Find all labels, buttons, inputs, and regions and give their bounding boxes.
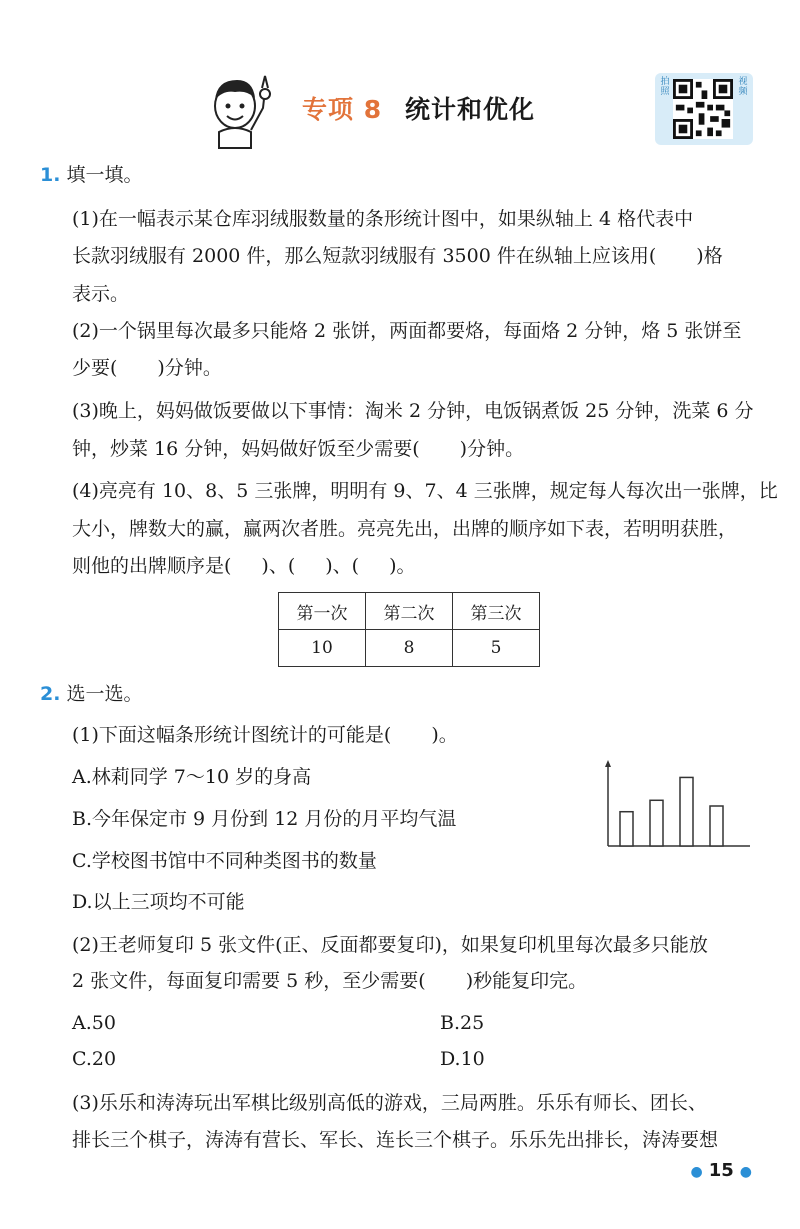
option-b[interactable]: B.今年保定市 9 月份到 12 月份的月平均气温	[72, 808, 457, 830]
table-cell: 5	[453, 630, 540, 667]
mascot-boy-icon	[205, 68, 277, 150]
table-cell: 10	[279, 630, 366, 667]
q1-p1-text-end: )格	[696, 245, 723, 267]
q1-title: 填一填。	[66, 164, 143, 186]
q1-p4-line1: (4)亮亮有 10、8、5 三张牌，明明有 9、7、4 三张牌，规定每人每次出一张牌，比	[72, 480, 778, 502]
q1-p2-text-end: )分钟。	[157, 357, 222, 379]
q1-p4-text-end: )。	[389, 555, 416, 577]
bar-chart	[600, 760, 752, 852]
option-b[interactable]: B.25	[440, 1012, 485, 1034]
q2-p2-text-end: )秒能复印完。	[465, 970, 588, 992]
dot-icon: ●	[690, 1164, 703, 1180]
qr-side-label-left: 拍照	[660, 77, 670, 97]
q1-p4-text: 则他的出牌顺序是(	[72, 555, 232, 577]
topic-label: 专项 8	[302, 95, 383, 124]
q2-p1	[72, 722, 458, 748]
table-row	[279, 593, 540, 630]
q2-p1-text: (1)下面这幅条形统计图统计的可能是(	[72, 724, 392, 746]
option-a[interactable]: A.林莉同学 7～10 岁的身高	[72, 766, 312, 788]
q2-p3-line1: (3)乐乐和涛涛玩出军棋比级别高低的游戏，三局两胜。乐乐有师长、团长、	[72, 1092, 707, 1114]
chart-bar	[710, 806, 723, 846]
page-title: 统计和优化	[405, 95, 536, 124]
chart-y-axis-arrow	[605, 760, 611, 767]
q1-p3-line1: (3)晚上，妈妈做饭要做以下事情：淘米 2 分钟，电饭锅煮饭 25 分钟，洗菜 6 分	[72, 400, 754, 422]
page-number	[685, 1160, 759, 1181]
q1-p1-line3: 表示。	[72, 283, 130, 305]
qr-code-icon	[673, 79, 733, 139]
q2-p2-line1: (2)王老师复印 5 张文件(正、反面都要复印)，如果复印机里每次最多只能放	[72, 934, 708, 956]
q2-p2-line2	[72, 968, 587, 994]
q1-heading	[40, 162, 142, 188]
page-number-value: 15	[708, 1160, 734, 1181]
table-cell: 8	[366, 630, 453, 667]
table-row	[279, 630, 540, 667]
page-header	[0, 60, 800, 160]
q1-p4-sep: )、(	[261, 555, 296, 577]
q1-p3-text-end: )分钟。	[459, 438, 525, 460]
option-c[interactable]: C.20	[72, 1048, 117, 1070]
option-c[interactable]: C.学校图书馆中不同种类图书的数量	[72, 850, 377, 872]
q2-title: 选一选。	[66, 683, 143, 705]
q1-p2-line1: (2)一个锅里每次最多只能烙 2 张饼，两面都要烙，每面烙 2 分钟，烙 5 张饼至	[72, 320, 742, 342]
q1-p2-text: 少要(	[72, 357, 118, 379]
q2-p3-line2: 排长三个棋子，涛涛有营长、军长、连长三个棋子。乐乐先出排长，涛涛要想	[72, 1129, 719, 1151]
q2-p1-text-end: )。	[431, 724, 458, 746]
q1-p1-text: 长款羽绒服有 2000 件，那么短款羽绒服有 3500 件在纵轴上应该用(	[72, 245, 657, 267]
chart-bar	[680, 777, 693, 846]
chart-bar	[620, 812, 633, 846]
q1-number: 1.	[40, 164, 61, 186]
table-header-cell: 第三次	[453, 593, 540, 630]
q2-heading	[40, 681, 142, 707]
table-header-cell: 第一次	[279, 593, 366, 630]
q1-p3-line2	[72, 436, 524, 462]
q2-p2-text: 2 张文件，每面复印需要 5 秒，至少需要(	[72, 970, 426, 992]
q1-p4-line3	[72, 553, 416, 579]
q1-p1-line1: (1)在一幅表示某仓库羽绒服数量的条形统计图中，如果纵轴上 4 格代表中	[72, 208, 694, 230]
chart-bar	[650, 800, 663, 846]
dot-icon: ●	[739, 1164, 752, 1180]
q1-p3-text: 钟，炒菜 16 分钟，妈妈做好饭至少需要(	[72, 438, 420, 460]
q1-p4-sep: )、(	[325, 555, 360, 577]
option-a[interactable]: A.50	[72, 1012, 116, 1034]
q2-number: 2.	[40, 683, 61, 705]
table-header-cell: 第二次	[366, 593, 453, 630]
option-d[interactable]: D.以上三项均不可能	[72, 891, 245, 913]
qr-side-label-right: 视频	[738, 77, 748, 97]
card-order-table	[278, 592, 540, 667]
q1-p4-line2: 大小，牌数大的赢，赢两次者胜。亮亮先出，出牌的顺序如下表，若明明获胜，	[72, 518, 738, 540]
q1-p2-line2	[72, 355, 222, 381]
q1-p1-line2	[72, 243, 723, 269]
option-d[interactable]: D.10	[440, 1048, 485, 1070]
qr-code-badge[interactable]	[655, 73, 753, 145]
